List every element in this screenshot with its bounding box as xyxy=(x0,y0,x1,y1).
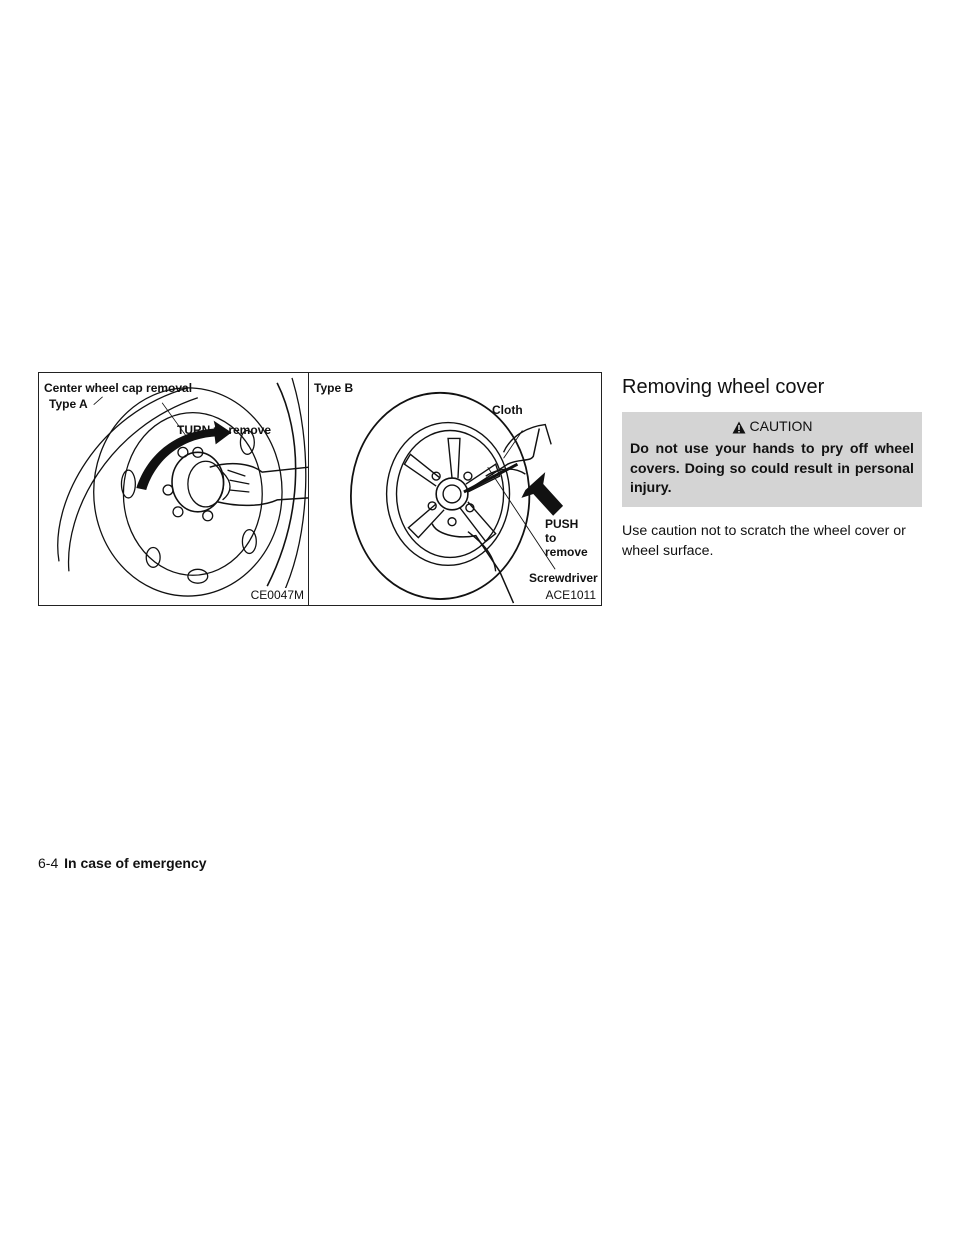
figure-b-type-label: Type B xyxy=(314,381,354,395)
figure-a-code: CE0047M xyxy=(250,588,304,602)
caution-title: CAUTION xyxy=(749,418,813,434)
chapter-title: In case of emergency xyxy=(64,855,207,871)
push-label: PUSH xyxy=(545,517,579,531)
screwdriver-label: Screwdriver xyxy=(529,571,598,585)
caution-box xyxy=(622,412,922,507)
cloth-label: Cloth xyxy=(492,403,523,417)
figure-wheel-cover-type-b xyxy=(308,372,602,606)
figure-center-wheel-cap-removal xyxy=(38,372,310,606)
push-sub-label: to remove xyxy=(545,531,588,559)
body-text: Use caution not to scratch the wheel cover or wheel surface. xyxy=(622,522,906,559)
figure-a-type-label: Type A xyxy=(49,397,88,411)
page-footer xyxy=(38,853,207,873)
page-number: 6-4 xyxy=(38,855,59,871)
removing-wheel-cover-section xyxy=(622,372,922,561)
warning-icon xyxy=(732,421,746,434)
figure-b-code: ACE1011 xyxy=(545,588,596,602)
caution-header xyxy=(630,416,914,436)
turn-to-remove-label: TURN to remove xyxy=(177,423,272,437)
figure-a-title: Center wheel cap removal xyxy=(44,381,193,395)
caution-text: Do not use your hands to pry off wheel covers. Doing so could result in personal injury. xyxy=(630,441,914,496)
section-title: Removing wheel cover xyxy=(622,376,825,398)
